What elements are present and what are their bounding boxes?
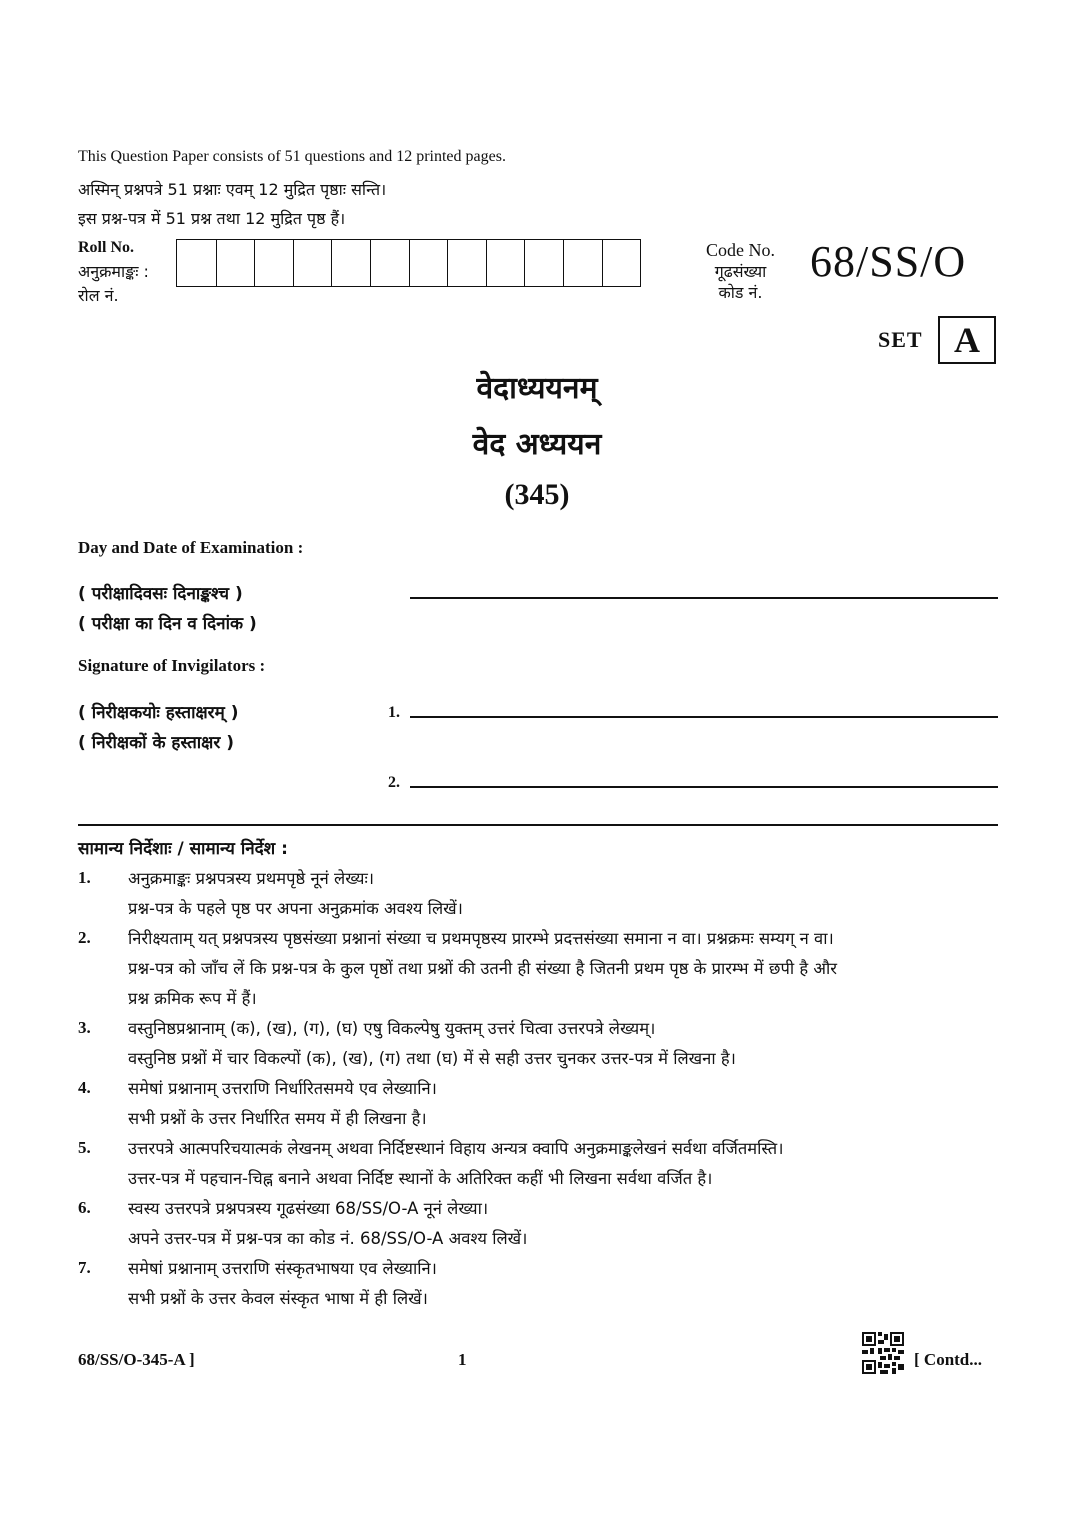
exam-date-label-hi: ( परीक्षा का दिन व दिनांक ): [78, 614, 257, 634]
instruction-item: [78, 1074, 1002, 1134]
paper-info-english: This Question Paper consists of 51 questions and 12 printed pages.: [78, 148, 506, 165]
roll-label-hi: रोल नं.: [78, 286, 119, 305]
invigilators-label: Signature of Invigilators :: [78, 656, 266, 675]
code-label-sa: गूढसंख्या: [714, 262, 767, 281]
instruction-line: वस्तुनिष्ठप्रश्नानाम् (क), (ख), (ग), (घ) एषु विकल्पेषु युक्तम् उत्तरं चित्वा उत्तरपत्रे लेख्यम्।: [128, 1019, 656, 1038]
instruction-line: सभी प्रश्नों के उत्तर निर्धारित समय में ही लिखना है।: [128, 1109, 427, 1128]
instruction-line: अनुक्रमाङ्कः प्रश्नपत्रस्य प्रथमपृष्ठे नूनं लेख्यः।: [128, 869, 375, 888]
roll-number-boxes[interactable]: [176, 239, 641, 287]
code-number-value: 68/SS/O: [810, 237, 967, 286]
instruction-item: [78, 1194, 1002, 1254]
title-sanskrit: वेदाध्ययनम्: [476, 371, 598, 406]
roll-number-box[interactable]: [370, 240, 409, 286]
instruction-line: प्रश्न-पत्र के पहले पृष्ठ पर अपना अनुक्रमांक अवश्य लिखें।: [128, 899, 463, 918]
instruction-number: 5.: [78, 1138, 91, 1157]
instruction-item: [78, 864, 1002, 924]
instruction-line: स्वस्य उत्तरपत्रे प्रश्नपत्रस्य गूढसंख्या 68/SS/O-A नूनं लेख्या।: [128, 1199, 489, 1218]
invigilators-label-hi: ( निरीक्षकों के हस्ताक्षर ): [78, 733, 234, 753]
roll-number-box[interactable]: [447, 240, 486, 286]
roll-number-box[interactable]: [331, 240, 370, 286]
general-instructions-heading: सामान्य निर्देशाः / सामान्य निर्देश :: [78, 839, 288, 859]
section-divider: [78, 824, 998, 826]
instruction-item: [78, 1254, 1002, 1314]
signature-number-1: 1.: [388, 704, 400, 721]
qr-code-icon: [860, 1332, 906, 1374]
roll-number-box[interactable]: [524, 240, 563, 286]
code-number-labels: [706, 240, 775, 303]
footer-paper-code: 68/SS/O-345-A ]: [78, 1350, 195, 1369]
roll-number-box[interactable]: [486, 240, 525, 286]
roll-number-box[interactable]: [254, 240, 293, 286]
instruction-line: प्रश्न क्रमिक रूप में हैं।: [128, 989, 257, 1008]
instruction-number: 4.: [78, 1078, 91, 1097]
roll-number-box[interactable]: [563, 240, 602, 286]
instruction-line: वस्तुनिष्ठ प्रश्नों में चार विकल्पों (क), (ख), (ग) तथा (घ) में से सही उत्तर चुनकर उत्तर-पत्र में लिखना है।: [128, 1049, 736, 1068]
footer-contd: [ Contd...: [914, 1350, 983, 1369]
instruction-line: समेषां प्रश्नानाम् उत्तराणि संस्कृतभाषया एव लेख्यानि।: [128, 1259, 437, 1278]
instruction-line: अपने उत्तर-पत्र में प्रश्न-पत्र का कोड नं. 68/SS/O-A अवश्य लिखें।: [128, 1229, 528, 1248]
instruction-line: प्रश्न-पत्र को जाँच लें कि प्रश्न-पत्र के कुल पृष्ठों तथा प्रश्नों की उतनी ही संख्या है जितनी प्रथम पृष्ठ के प्रारम्भ में छपी है और: [128, 959, 837, 978]
paper-info-hindi: इस प्रश्न-पत्र में 51 प्रश्न तथा 12 मुद्रित पृष्ठ हैं।: [78, 209, 346, 228]
instruction-line: सभी प्रश्नों के उत्तर केवल संस्कृत भाषा में ही लिखें।: [128, 1289, 428, 1308]
exam-date-label-sa: ( परीक्षादिवसः दिनाङ्कश्च ): [78, 584, 243, 604]
roll-number-box[interactable]: [409, 240, 448, 286]
instruction-number: 7.: [78, 1258, 91, 1277]
exam-date-line[interactable]: [410, 597, 998, 599]
set-value-box: A: [938, 316, 996, 364]
roll-number-box[interactable]: [293, 240, 332, 286]
signature-line-1[interactable]: [410, 716, 998, 718]
roll-number-labels: [78, 236, 149, 308]
instruction-number: 1.: [78, 868, 91, 887]
invigilators-label-sa: ( निरीक्षकयोः हस्ताक्षरम् ): [78, 703, 239, 723]
roll-number-box[interactable]: [602, 240, 641, 286]
signature-number-2: 2.: [388, 774, 400, 791]
title-hindi: वेद अध्ययन: [472, 427, 602, 462]
signature-line-2[interactable]: [410, 786, 998, 788]
code-label-en: Code No.: [706, 240, 775, 260]
roll-number-box[interactable]: [216, 240, 255, 286]
instruction-line: उत्तर-पत्र में पहचान-चिह्न बनाने अथवा निर्दिष्ट स्थानों के अतिरिक्त कहीं भी लिखना सर्वथा वर्जित है।: [128, 1169, 713, 1188]
instruction-line: निरीक्ष्यताम् यत् प्रश्नपत्रस्य पृष्ठसंख्या प्रश्नानां संख्या च प्रथमपृष्ठस्य प्रारम्भे प्रदत्तसंख्या समाना न वा। प्रश्नक्रमः सम्यग् न वा।: [128, 929, 834, 948]
subject-code: (345): [504, 478, 570, 511]
code-label-hi: कोड नं.: [718, 283, 763, 302]
footer-page-number: 1: [458, 1350, 467, 1369]
instruction-line: उत्तरपत्रे आत्मपरिचयात्मकं लेखनम् अथवा निर्दिष्टस्थानं विहाय अन्यत्र क्वापि अनुक्रमाङ्कलेखनं सर्वथा वर्जितमस्ति।: [128, 1139, 784, 1158]
instruction-item: [78, 1014, 1002, 1074]
roll-label-sa: अनुक्रमाङ्कः :: [78, 262, 149, 281]
instruction-number: 2.: [78, 928, 91, 947]
paper-info-sanskrit: अस्मिन् प्रश्नपत्रे 51 प्रश्नाः एवम् 12 मुद्रित पृष्ठाः सन्ति।: [78, 180, 387, 199]
roll-number-box[interactable]: [177, 240, 216, 286]
exam-date-label: Day and Date of Examination :: [78, 538, 304, 557]
instruction-number: 6.: [78, 1198, 91, 1217]
instruction-item: [78, 1134, 1002, 1194]
instruction-line: समेषां प्रश्नानाम् उत्तराणि निर्धारितसमये एव लेख्यानि।: [128, 1079, 437, 1098]
instruction-item: [78, 924, 1002, 1014]
roll-label-en: Roll No.: [78, 239, 134, 256]
instruction-number: 3.: [78, 1018, 91, 1037]
set-label: SET: [878, 327, 923, 352]
